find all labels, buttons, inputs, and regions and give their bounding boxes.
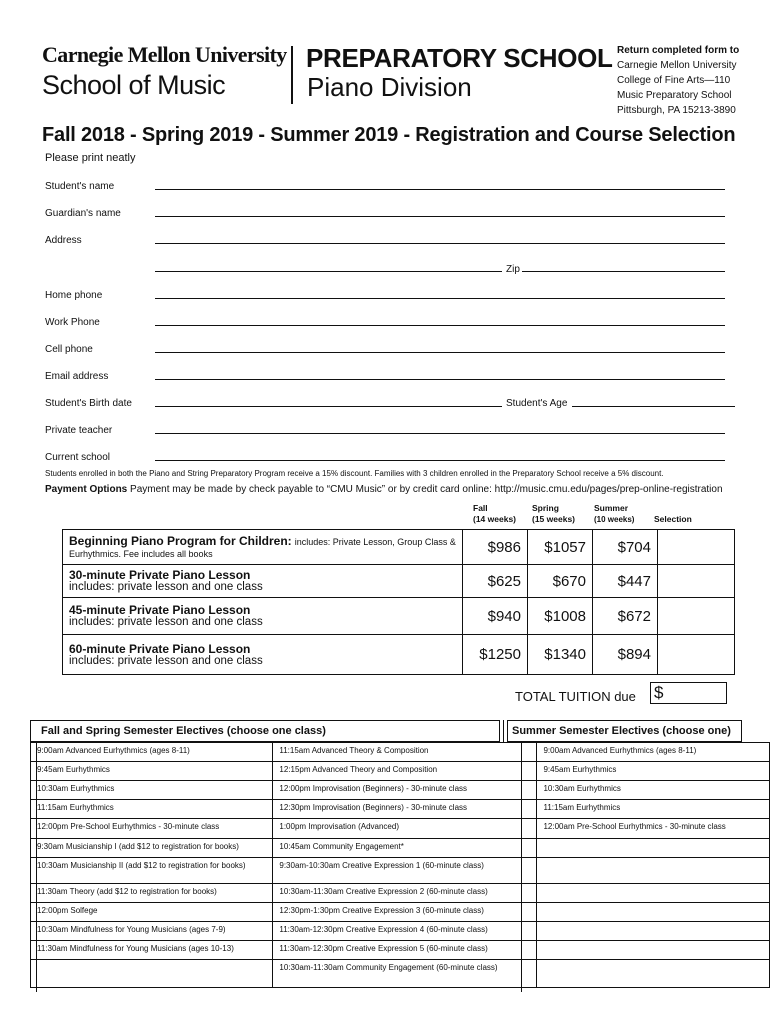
elective-option[interactable] (537, 941, 770, 960)
elective-option[interactable]: 10:30am Mindfulness for Young Musicians (ages 7-9) (31, 922, 273, 941)
price-subdesc: includes: private lesson and one class (69, 581, 263, 593)
elective-option[interactable]: 10:45am Community Engagement* (273, 839, 537, 858)
elective-option[interactable]: 10:30am-11:30am Creative Expression 2 (60-minute class) (273, 884, 537, 903)
elective-option[interactable]: 11:30am Mindfulness for Young Musicians (ages 10-13) (31, 941, 273, 960)
price-summer: $672 (593, 598, 658, 635)
price-desc (63, 530, 463, 565)
school-field[interactable] (155, 460, 725, 461)
cell-phone-field[interactable] (155, 352, 725, 353)
fall-spring-electives-header: Fall and Spring Semester Electives (choose one class) (30, 720, 500, 742)
price-subdesc: includes: Private Lesson, Group Class & Eurhythmics. Fee includes all books (69, 536, 456, 559)
price-subdesc: includes: private lesson and one class (69, 654, 263, 667)
price-selection-cell[interactable] (658, 530, 735, 565)
home-phone-field[interactable] (155, 298, 725, 299)
col-summer-sub: (10 weeks) (594, 515, 635, 524)
elective-row (31, 960, 770, 988)
summer-electives-header: Summer Semester Electives (choose one) (507, 720, 742, 742)
price-title: Beginning Piano Program for Children: (69, 533, 292, 548)
total-tuition-field[interactable]: $ (650, 682, 727, 704)
price-desc (63, 598, 463, 635)
division-name: Piano Division (307, 72, 472, 102)
address-field[interactable] (155, 243, 725, 244)
address-label: Address (45, 235, 82, 246)
elective-row (31, 819, 770, 839)
return-line: Carnegie Mellon University (617, 60, 737, 71)
price-subdesc: includes: private lesson and one class (69, 616, 263, 628)
price-row (63, 565, 735, 598)
payment-options (45, 484, 723, 495)
price-fall: $1250 (463, 635, 528, 675)
elective-option[interactable]: 10:30am Musicianship II (add $12 to registration for books) (31, 858, 273, 884)
elective-row (31, 800, 770, 819)
elective-option[interactable]: 9:45am Eurhythmics (537, 762, 770, 781)
work-phone-label: Work Phone (45, 317, 100, 328)
elective-row (31, 922, 770, 941)
elective-row (31, 941, 770, 960)
page-subtitle: Please print neatly (45, 152, 136, 164)
elective-option[interactable]: 12:00am Pre-School Eurhythmics - 30-minute class (537, 819, 770, 839)
left-double-rule (36, 742, 37, 992)
price-summer: $894 (593, 635, 658, 675)
elective-option[interactable] (537, 903, 770, 922)
elective-option[interactable]: 11:30am Theory (add $12 to registration for books) (31, 884, 273, 903)
price-title: 45-minute Private Piano Lesson (69, 603, 251, 617)
elective-option[interactable]: 11:30am-12:30pm Creative Expression 4 (60-minute class) (273, 922, 537, 941)
zip-label: Zip (506, 264, 520, 275)
price-spring: $670 (528, 565, 593, 598)
elective-option[interactable] (537, 858, 770, 884)
elective-option[interactable]: 9:00am Advanced Eurhythmics (ages 8-11) (537, 743, 770, 762)
elective-option[interactable]: 12:00pm Improvisation (Beginners) - 30-minute class (273, 781, 537, 800)
return-line: Music Preparatory School (617, 90, 732, 101)
elective-option[interactable]: 11:15am Eurhythmics (537, 800, 770, 819)
school-label: Current school (45, 452, 111, 463)
age-field[interactable] (572, 406, 735, 407)
price-spring: $1008 (528, 598, 593, 635)
price-summer: $447 (593, 565, 658, 598)
price-spring: $1340 (528, 635, 593, 675)
student-name-field[interactable] (155, 189, 725, 190)
price-title: 60-minute Private Piano Lesson (69, 641, 251, 656)
elective-row (31, 762, 770, 781)
elective-option[interactable]: 10:30am Eurhythmics (31, 781, 273, 800)
price-selection-cell[interactable] (658, 565, 735, 598)
discount-note: Students enrolled in both the Piano and String Preparatory Program receive a 15% discount. Families with 3 children enrolled in the Preparatory School receive a 5% discount. (45, 469, 664, 478)
elective-row (31, 858, 770, 884)
elective-row (31, 839, 770, 858)
price-fall: $986 (463, 530, 528, 565)
price-fall: $625 (463, 565, 528, 598)
elective-option[interactable]: 12:00pm Pre-School Eurhythmics - 30-minute class (31, 819, 273, 839)
elective-option[interactable] (537, 839, 770, 858)
elective-option[interactable] (537, 922, 770, 941)
return-line: Pittsburgh, PA 15213-3890 (617, 105, 736, 116)
col-summer-name: Summer (594, 503, 629, 513)
elective-option[interactable] (31, 960, 273, 988)
middle-double-rule (521, 742, 522, 992)
elective-option[interactable] (537, 960, 770, 988)
payment-text: Payment may be made by check payable to “CMU Music” or by credit card online: http://music.cmu.edu/pages/prep-online-registration (130, 484, 723, 495)
elective-row (31, 884, 770, 903)
price-summer: $704 (593, 530, 658, 565)
col-spring-name: Spring (532, 503, 559, 513)
zip-field[interactable] (522, 271, 725, 272)
elective-option[interactable]: 12:15pm Advanced Theory and Composition (273, 762, 537, 781)
program-name: PREPARATORY SCHOOL (306, 43, 613, 73)
elective-option[interactable]: 12:30pm Improvisation (Beginners) - 30-minute class (273, 800, 537, 819)
col-fall-sub: (14 weeks) (473, 514, 516, 524)
home-phone-label: Home phone (45, 290, 103, 301)
header-divider (291, 46, 293, 104)
col-spring (532, 503, 575, 525)
price-selection-cell[interactable] (658, 635, 735, 675)
email-label: Email address (45, 371, 109, 382)
elective-option[interactable]: 9:45am Eurhythmics (31, 762, 273, 781)
electives-table (30, 742, 770, 988)
elective-option[interactable]: 11:30am-12:30pm Creative Expression 5 (60-minute class) (273, 941, 537, 960)
student-name-label: Student's name (45, 181, 115, 192)
cell-phone-label: Cell phone (45, 344, 93, 355)
elective-option[interactable]: 1:00pm Improvisation (Advanced) (273, 819, 537, 839)
elective-option[interactable]: 11:15am Eurhythmics (31, 800, 273, 819)
col-spring-sub: (15 weeks) (532, 514, 575, 524)
page-title: Fall 2018 - Spring 2019 - Summer 2019 - Registration and Course Selection (42, 124, 736, 146)
elective-option[interactable]: 12:30pm-1:30pm Creative Expression 3 (60-minute class) (273, 903, 537, 922)
price-spring: $1057 (528, 530, 593, 565)
elective-option[interactable]: 9:30am Musicianship I (add $12 to registration for books) (31, 839, 273, 858)
address-line-2-field[interactable] (155, 271, 502, 272)
guardian-name-label: Guardian's name (45, 208, 121, 219)
guardian-name-field[interactable] (155, 216, 725, 217)
payment-label: Payment Options (45, 484, 128, 495)
return-line: College of Fine Arts—110 (617, 75, 731, 86)
total-tuition-label: TOTAL TUITION due (515, 689, 636, 704)
elective-row (31, 743, 770, 762)
elective-option[interactable]: 12:00pm Solfege (31, 903, 273, 922)
price-desc (63, 635, 463, 675)
col-fall (473, 503, 516, 525)
price-title: 30-minute Private Piano Lesson (69, 568, 251, 582)
birth-date-field[interactable] (155, 406, 502, 407)
teacher-label: Private teacher (45, 425, 113, 436)
price-row (63, 530, 735, 565)
elective-option[interactable]: 11:15am Advanced Theory & Composition (273, 743, 537, 762)
col-selection: Selection (654, 514, 692, 524)
elective-option[interactable]: 9:00am Advanced Eurhythmics (ages 8-11) (31, 743, 273, 762)
university-name: Carnegie Mellon University (42, 42, 287, 67)
price-row (63, 635, 735, 675)
elective-option[interactable]: 10:30am-11:30am Community Engagement (60-minute class) (273, 960, 537, 988)
return-title: Return completed form to (617, 45, 740, 56)
return-address (617, 43, 739, 118)
elective-option[interactable]: 9:30am-10:30am Creative Expression 1 (60-minute class) (273, 858, 537, 884)
teacher-field[interactable] (155, 433, 725, 434)
price-fall: $940 (463, 598, 528, 635)
price-selection-cell[interactable] (658, 598, 735, 635)
col-summer (594, 503, 634, 525)
price-row (63, 598, 735, 635)
elective-option[interactable] (537, 884, 770, 903)
col-fall-name: Fall (473, 503, 488, 513)
age-label: Student's Age (506, 398, 568, 409)
price-table (62, 529, 735, 675)
email-field[interactable] (155, 379, 725, 380)
elective-row (31, 781, 770, 800)
school-name: School of Music (42, 70, 226, 100)
price-desc (63, 565, 463, 598)
elective-row (31, 903, 770, 922)
header-double-rule (503, 720, 504, 742)
elective-option[interactable]: 10:30am Eurhythmics (537, 781, 770, 800)
birth-date-label: Student's Birth date (45, 398, 132, 409)
work-phone-field[interactable] (155, 325, 725, 326)
